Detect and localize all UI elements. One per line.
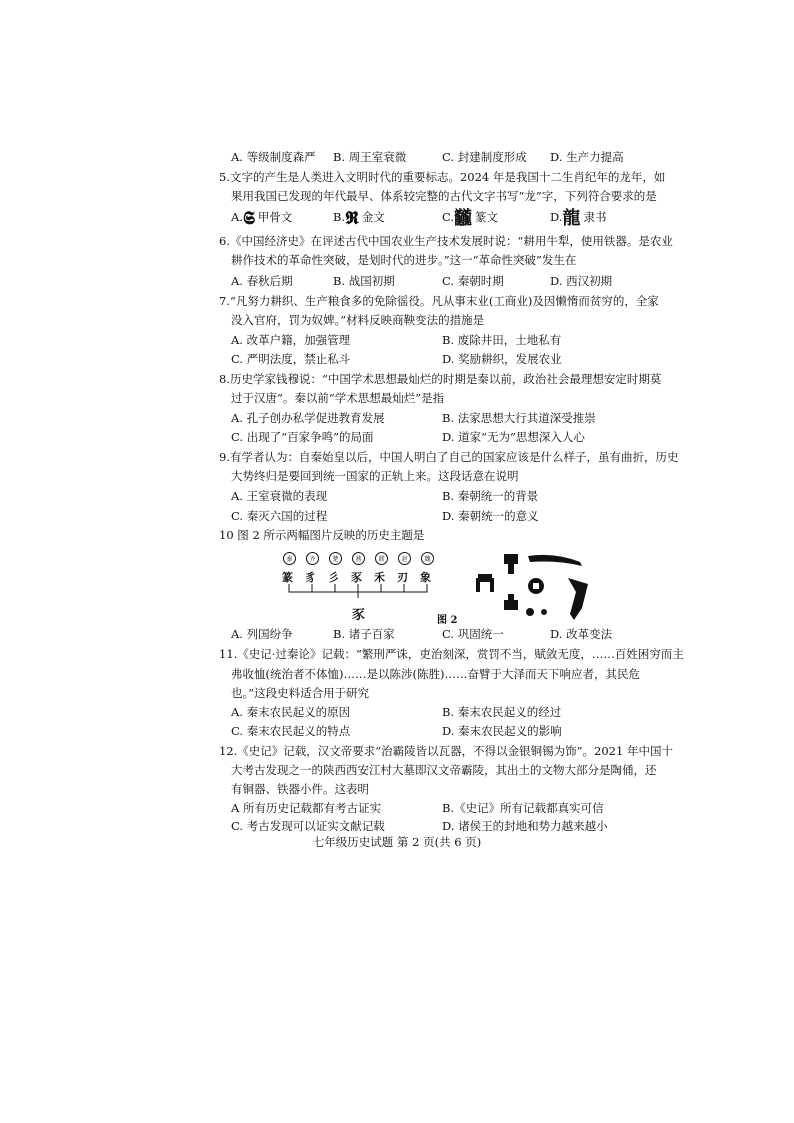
option-c [442, 209, 498, 227]
seal-glyph-icon: 豸 [305, 571, 316, 584]
option-d: D. 生产力提高 [550, 150, 624, 164]
seal-glyph-icon: 禾 [374, 571, 385, 584]
unified-seal-glyph-icon: 豕 [352, 608, 366, 623]
page-footer: 七年级历史试题 第 2 页(共 6 页) [312, 835, 482, 849]
option-b: B. 秦末农民起义的经过 [442, 705, 562, 719]
state-circle: 韩 [375, 552, 388, 565]
seal-glyph-icon: 豕 [351, 571, 362, 584]
option-c: C. 巩固统一 [442, 627, 504, 641]
option-d: D. 秦末农民起义的影响 [442, 724, 562, 738]
option-d: D. 诸侯王的封地和势力越来越小 [442, 819, 608, 833]
dragon-clerical-glyph-icon: 龍 [562, 208, 580, 229]
option-b [333, 209, 385, 227]
question-8-text: 8.历史学家钱穆说：“中国学术思想最灿烂的时期是秦以前，政治社会最理想安定时期莫 [219, 372, 662, 386]
option-c: C. 秦朝时期 [442, 274, 504, 288]
option-a: A. 等级制度森严 [231, 150, 316, 164]
question-9-text-cont: 大势终归是要回到统一国家的正轨上来。这段话意在说明 [231, 469, 519, 483]
option-a: A. 春秋后期 [231, 274, 293, 288]
question-9-text: 9.有学者认为：自秦始皇以后，中国人明白了自己的国家应该是什么样子，虽有曲折，历史 [219, 450, 679, 464]
dragon-oracle-glyph-icon: 𝕾 [242, 208, 254, 229]
option-c: C. 严明法度，禁止私斗 [231, 352, 351, 366]
question-11-text: 11.《史记·过秦论》记载：“繁刑严诛，吏治刻深，赏罚不当，赋敛无度，……百姓困穷而主 [219, 647, 684, 661]
option-label: 篆文 [475, 210, 499, 224]
option-c: C. 出现了“百家争鸣”的局面 [231, 430, 374, 444]
seal-glyph-icon: 象 [420, 571, 431, 584]
option-b: B. 周王室衰微 [333, 150, 407, 164]
question-11-text-cont: 弗收恤(统治者不体恤)……是以陈涉(陈胜)……奋臂于大泽而天下响应者，其民危 [231, 667, 640, 681]
option-letter: A. [231, 210, 243, 224]
option-a: A. 改革户籍，加强管理 [231, 333, 351, 347]
option-d: D. 秦朝统一的意义 [442, 509, 539, 523]
question-12-text: 12.《史记》记载，汉文帝要求“治霸陵皆以瓦器，不得以金银铜锡为饰”。2021 年中国十 [219, 744, 673, 758]
option-b: B. 战国初期 [333, 274, 395, 288]
option-a: A. 列国纷争 [231, 627, 293, 641]
coins-and-measures-figure [470, 548, 600, 622]
option-b: B. 废除井田，土地私有 [442, 333, 562, 347]
option-c: C. 封建制度形成 [442, 150, 527, 164]
question-6-text: 6.《中国经济史》在评述古代中国农业生产技术发展时说：“耕用牛犁，使用铁器。是农业 [219, 234, 673, 248]
option-d: D. 西汉初期 [550, 274, 613, 288]
question-12-text-cont: 有铜器、铁器小件。这表明 [231, 782, 369, 796]
question-7-text-cont: 没入官府，罚为奴婢。”材料反映商鞅变法的措施是 [231, 313, 485, 327]
option-b: B. 诸子百家 [333, 627, 395, 641]
option-d: D. 道家“无为”思想深入人心 [442, 430, 585, 444]
option-a [231, 209, 292, 227]
question-7-text: 7.“凡努力耕织、生产粮食多的免除徭役。凡从事末业(工商业)及因懒惰而贫穷的，全家 [219, 294, 659, 308]
option-d: D. 改革变法 [550, 627, 613, 641]
option-label: 金文 [361, 210, 385, 224]
option-d [550, 209, 606, 227]
option-a: A 所有历史记载都有考古证实 [231, 801, 381, 815]
option-letter: C. [442, 210, 455, 224]
script-unification-figure [278, 552, 444, 622]
seal-glyph-icon: 刃 [397, 571, 408, 584]
option-c: C. 秦灭六国的过程 [231, 509, 328, 523]
question-11-text-cont: 也。”这段史料适合用于研究 [231, 686, 370, 700]
option-a: A. 孔子创办私学促进教育发展 [231, 411, 385, 425]
option-c: C. 秦末农民起义的特点 [231, 724, 351, 738]
dragon-seal-glyph-icon: 龖 [454, 208, 472, 229]
option-d: D. 奖励耕织，发展农业 [442, 352, 562, 366]
question-12-text-cont: 大考古发现之一的陕西西安江村大墓即汉文帝霸陵，其出土的文物大部分是陶俑，还 [231, 763, 657, 777]
question-8-text-cont: 过于汉唐”。秦以前“学术思想最灿烂”是指 [231, 391, 445, 405]
option-a: A. 王室衰微的表现 [231, 489, 328, 503]
seal-glyph-icon: 彡 [328, 571, 339, 584]
state-circle: 赵 [398, 552, 411, 565]
figure-label: 图 2 [437, 615, 458, 626]
state-circle: 燕 [352, 552, 365, 565]
question-5-text-cont: 果用我国已发现的年代最早、体系较完整的古代文字书写“龙”字，下列符合要求的是 [231, 189, 657, 203]
option-label: 甲骨文 [257, 210, 293, 224]
option-b: B. 秦朝统一的背景 [442, 489, 539, 503]
option-a: A. 秦末农民起义的原因 [231, 705, 351, 719]
option-b: B.《史记》所有记载都真实可信 [442, 801, 604, 815]
question-6-text-cont: 耕作技术的革命性突破，是划时代的进步。”这一“革命性突破”发生在 [231, 253, 577, 267]
option-b: B. 法家思想大行其道深受推崇 [442, 411, 596, 425]
state-circle: 秦 [283, 552, 296, 565]
state-circle: 楚 [329, 552, 342, 565]
option-letter: B. [333, 210, 346, 224]
question-10-text: 10 图 2 所示两幅图片反映的历史主题是 [219, 528, 425, 542]
option-label: 隶书 [583, 210, 607, 224]
state-circle: 魏 [421, 552, 434, 565]
option-c: C. 考古发现可以证实文献记载 [231, 819, 385, 833]
seal-glyph-icon: 篆 [282, 571, 293, 584]
dragon-bronze-glyph-icon: 𝕽 [345, 208, 358, 229]
question-5-text: 5.文字的产生是人类进入文明时代的重要标志。2024 年是我国十二生肖纪年的龙年，如 [219, 170, 666, 184]
option-letter: D. [550, 210, 563, 224]
state-circle: 齐 [306, 552, 319, 565]
